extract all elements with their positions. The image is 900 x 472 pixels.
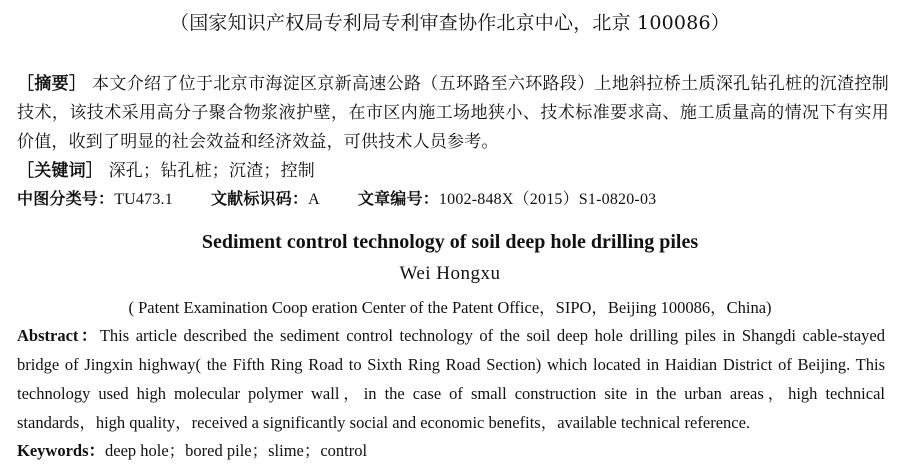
affiliation-cn: （国家知识产权局专利局专利审查协作北京中心，北京 100086） [170, 12, 730, 34]
keywords-en-text: deep hole；bored pile；slime；control [105, 441, 368, 460]
doc-code-label: 文献标识码： [210, 189, 309, 208]
article-number-label: 文章编号： [357, 189, 439, 208]
abstract-cn [17, 70, 889, 157]
keywords-cn [17, 156, 315, 181]
keywords-en [17, 437, 367, 461]
abstract-en-label: Abstract： [17, 326, 100, 345]
doc-code-value: A [308, 191, 320, 208]
keywords-cn-text: 深孔；钻孔桩；沉渣；控制 [108, 161, 316, 181]
abstract-cn-text: 本文介绍了位于北京市海淀区京新高速公路（五环路至六环路段）上地斜拉桥土质深孔钻孔桩的沉渣控制技术，该技术采用高分子聚合物浆液护壁，在市区内施工场地狭小、技术标准要求高、施工质量高的情况下有实用价值，收到了明显的社会效益和经济效益，可供技术人员参考。 [17, 74, 889, 152]
clc-value: TU473.1 [114, 191, 173, 208]
classification-row [17, 186, 656, 209]
abstract-cn-label: ［摘要］ [17, 74, 87, 94]
article-number-value: 1002-848X（2015）S1-0820-03 [438, 191, 657, 208]
affiliation-en: ( Patent Examination Coop eration Center of the Patent Office，SIPO，Beijing 100086，China) [128, 298, 772, 317]
abstract-en-text: This article described the sediment control technology of the soil deep hole drilling piles in Shangdi cable-stayed bridge of Jingxin highway( the Fifth Ring Road to Sixth Ring Road Section) which located in Haidian District of Beijing. This technology used high molecular polymer wall，in the case of small construction site in the urban areas，high technical standards，high quality，received a significantly social and economic benefits，available technical reference. [17, 326, 885, 432]
clc-label: 中图分类号： [17, 189, 115, 208]
keywords-en-label: Keywords： [17, 441, 105, 460]
abstract-en [17, 321, 885, 437]
author-en: Wei Hongxu [399, 263, 501, 284]
paper-title-en: Sediment control technology of soil deep hole drilling piles [201, 231, 699, 253]
keywords-cn-label: ［关键词］ [17, 161, 103, 181]
